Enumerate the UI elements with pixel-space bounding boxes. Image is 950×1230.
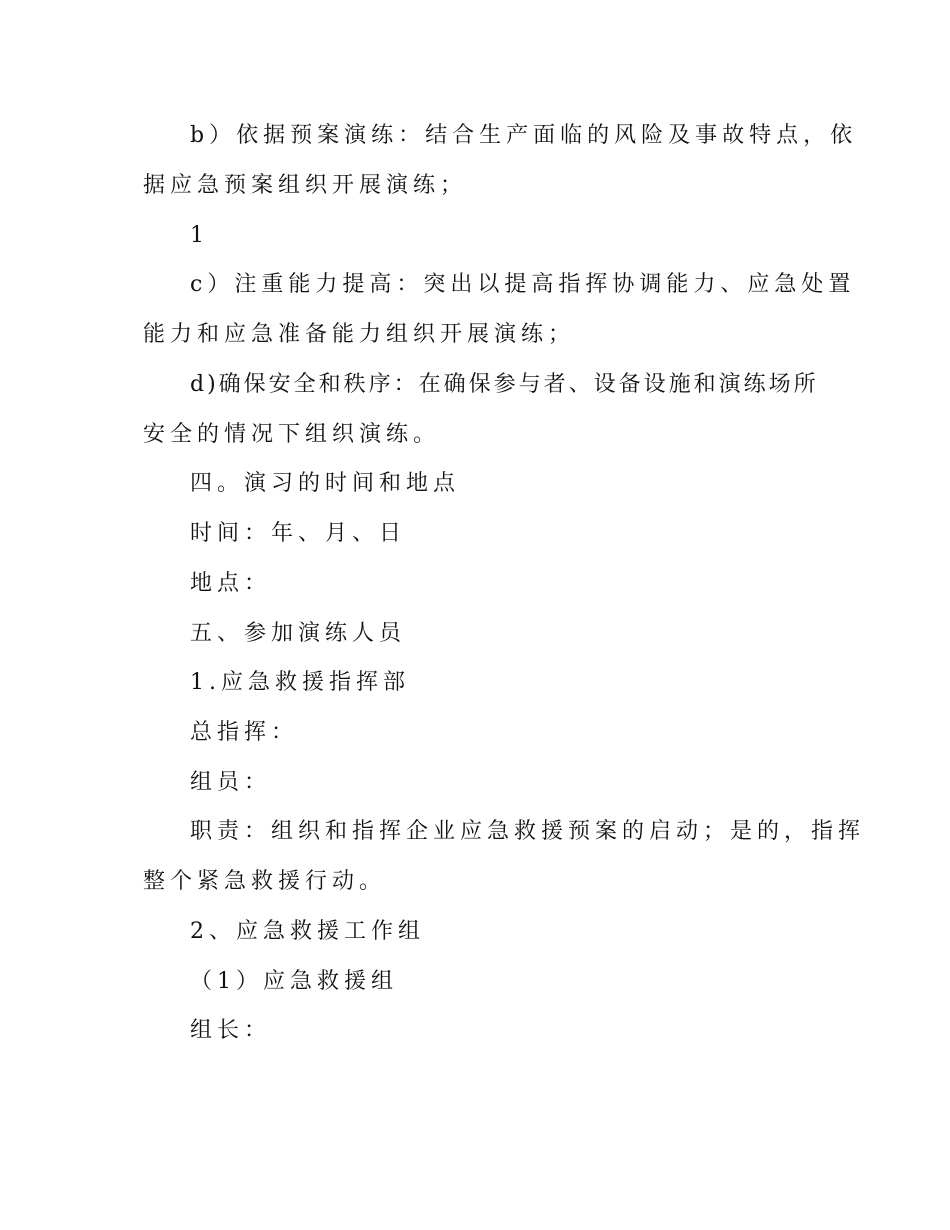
- time-line: 时间：年、月、日: [190, 521, 407, 546]
- paragraph-b-line-2: 据应急预案组织开展演练；: [143, 173, 468, 198]
- paragraph-c-line-2: 能力和应急准备能力组织开展演练；: [143, 322, 576, 347]
- footnote-number: 1: [190, 223, 209, 248]
- group-leader-line: 组长：: [190, 1018, 272, 1043]
- rescue-group-heading: （1）应急救援组: [190, 969, 398, 994]
- duties-line-2: 整个紧急救援行动。: [143, 869, 387, 894]
- paragraph-d-line-1: d)确保安全和秩序：在确保参与者、设备设施和演练场所: [190, 372, 819, 397]
- commander-line: 总指挥：: [190, 720, 299, 745]
- working-group-heading: 2、应急救援工作组: [190, 919, 425, 944]
- paragraph-c-line-1: c）注重能力提高：突出以提高指挥协调能力、应急处置: [190, 272, 856, 297]
- paragraph-d-line-2: 安全的情况下组织演练。: [143, 422, 441, 447]
- command-heading: 1.应急救援指挥部: [190, 670, 410, 695]
- section-4-heading: 四。演习的时间和地点: [190, 471, 461, 496]
- members-line: 组员：: [190, 770, 272, 795]
- paragraph-b-line-1: b）依据预案演练：结合生产面临的风险及事故特点，依: [190, 123, 858, 148]
- duties-line-1: 职责：组织和指挥企业应急救援预案的启动；是的，指挥: [190, 819, 866, 844]
- location-line: 地点：: [190, 571, 272, 596]
- section-5-heading: 五、参加演练人员: [190, 621, 407, 646]
